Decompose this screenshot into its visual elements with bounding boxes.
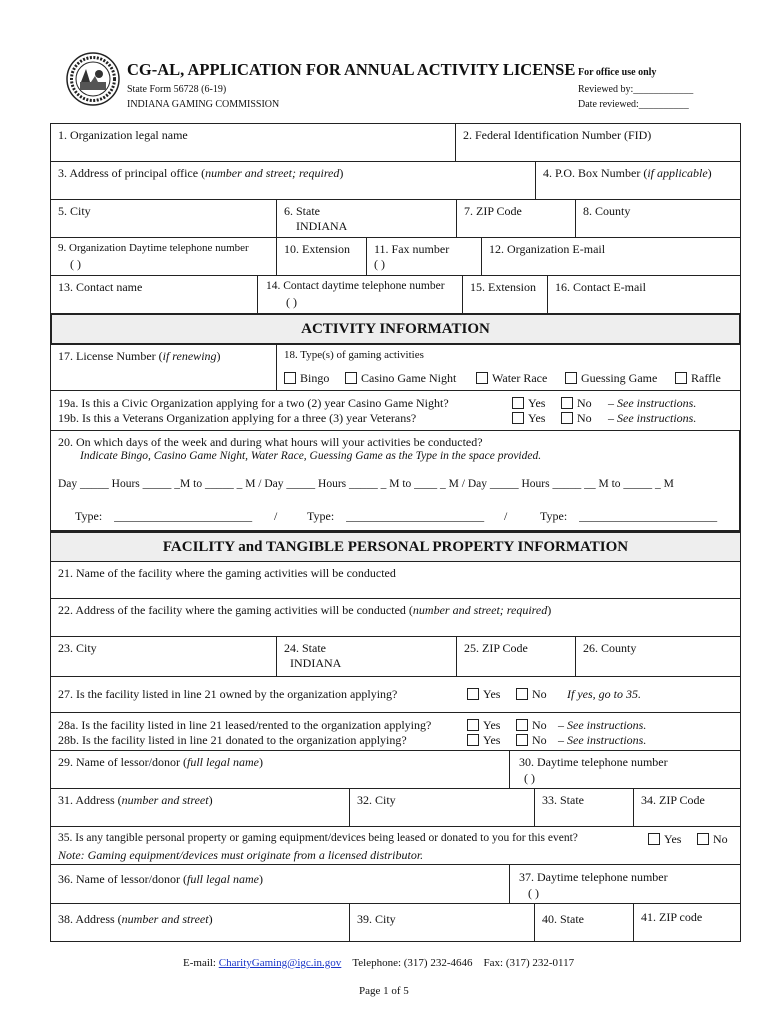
fax: Fax: (317) 232-0117 — [483, 957, 575, 969]
label-22: 22. Address of the facility where the gaming activities will be conducted (number and street; required) — [58, 603, 552, 617]
reviewed-by: Reviewed by:____________ — [578, 84, 694, 95]
checkbox-icon[interactable] — [467, 734, 479, 746]
q19a-yes[interactable]: Yes — [512, 396, 545, 411]
agency-name: INDIANA GAMING COMMISSION — [127, 99, 280, 110]
question-28a: 28a. Is the facility listed in line 21 leased/rented to the organization applying? — [58, 718, 432, 732]
q35-yes[interactable]: Yes — [648, 832, 681, 847]
q19b-no[interactable]: No — [561, 411, 592, 426]
label-3: 3. Address of principal office (number and street; required) — [58, 166, 344, 180]
q28a-no[interactable]: No — [516, 718, 547, 733]
question-35-text: 35. Is any tangible personal property or gaming equipment/devices being leased or donated to you for this event? — [58, 832, 578, 844]
checkbox-icon[interactable] — [648, 833, 660, 845]
checkbox-icon[interactable] — [512, 397, 524, 409]
type-field-2[interactable]: Type: _______________________ — [307, 509, 485, 523]
label-8: 8. County — [583, 204, 631, 218]
label-31: 31. Address (number and street) — [58, 793, 213, 807]
checkbox-icon[interactable] — [345, 372, 357, 384]
label-2: 2. Federal Identification Number (FID) — [463, 128, 652, 142]
question-27-text: 27. Is the facility listed in line 21 owned by the organization applying? — [58, 687, 398, 701]
label-10: 10. Extension — [284, 242, 350, 256]
label-23: 23. City — [58, 641, 97, 655]
footer-contact — [183, 957, 574, 969]
checkbox-icon[interactable] — [467, 688, 479, 700]
label-1: 1. Organization legal name — [58, 128, 188, 142]
state-value-24: INDIANA — [290, 656, 342, 670]
form-title: CG-AL, APPLICATION FOR ANNUAL ACTIVITY LICENSE — [127, 60, 576, 79]
label-11: 11. Fax number — [374, 242, 450, 256]
phone-paren-14: ( ) — [286, 295, 297, 309]
label-13: 13. Contact name — [58, 280, 143, 294]
checkbox-icon[interactable] — [467, 719, 479, 731]
q28b-see-instructions: – See instructions. — [558, 733, 647, 747]
question-19b: 19b. Is this a Veterans Organization applying for a three (3) year Veterans? — [58, 411, 417, 425]
q28a-see-instructions: – See instructions. — [558, 718, 647, 732]
page-number: Page 1 of 5 — [359, 985, 409, 997]
label-38: 38. Address (number and street) — [58, 912, 213, 926]
telephone: Telephone: (317) 232-4646 — [352, 957, 473, 969]
q19b-see-instructions: – See instructions. — [608, 411, 697, 425]
phone-paren-9: ( ) — [70, 257, 81, 271]
state-value-6: INDIANA — [296, 219, 348, 233]
q19b-yes[interactable]: Yes — [512, 411, 545, 426]
label-18: 18. Type(s) of gaming activities — [284, 349, 424, 361]
type-slash-1: / — [274, 509, 278, 523]
type-water-race[interactable]: Water Race — [476, 371, 547, 386]
question-35-note: Note: Gaming equipment/devices must originate from a licensed distributor. — [58, 848, 424, 862]
type-field-3[interactable]: Type: _______________________ — [540, 509, 718, 523]
label-26: 26. County — [583, 641, 637, 655]
q35-no[interactable]: No — [697, 832, 728, 847]
label-24: 24. State — [284, 641, 326, 655]
label-32: 32. City — [357, 793, 396, 807]
activity-heading: ACTIVITY INFORMATION — [301, 321, 490, 337]
office-use-label: For office use only — [578, 67, 657, 78]
label-37: 37. Daytime telephone number — [519, 870, 668, 884]
checkbox-icon[interactable] — [561, 397, 573, 409]
label-21: 21. Name of the facility where the gaming activities will be conducted — [58, 566, 396, 580]
label-14: 14. Contact daytime telephone number — [266, 280, 445, 292]
checkbox-icon[interactable] — [512, 412, 524, 424]
label-7: 7. ZIP Code — [464, 204, 522, 218]
email-link[interactable]: CharityGaming@igc.in.gov — [218, 957, 342, 969]
question-28b: 28b. Is the facility listed in line 21 donated to the organization applying? — [58, 733, 407, 747]
q28b-yes[interactable]: Yes — [467, 733, 500, 748]
facility-heading: FACILITY and TANGIBLE PERSONAL PROPERTY INFORMATION — [162, 539, 629, 555]
checkbox-icon[interactable] — [516, 719, 528, 731]
label-16: 16. Contact E-mail — [555, 280, 646, 294]
label-15: 15. Extension — [470, 280, 536, 294]
phone-paren-30: ( ) — [524, 771, 535, 785]
checkbox-icon[interactable] — [697, 833, 709, 845]
checkbox-icon[interactable] — [516, 688, 528, 700]
label-9: 9. Organization Daytime telephone number — [58, 242, 249, 254]
question-20-text: 20. On which days of the week and during what hours will your activities be conducted? — [58, 435, 483, 449]
q27-if-yes: If yes, go to 35. — [567, 687, 641, 701]
phone-paren-11: ( ) — [374, 257, 385, 271]
q27-no[interactable]: No — [516, 687, 547, 702]
type-guessing-game[interactable]: Guessing Game — [565, 371, 657, 386]
label-41: 41. ZIP code — [641, 910, 703, 924]
label-30: 30. Daytime telephone number — [519, 755, 668, 769]
question-20-instructions: Indicate Bingo, Casino Game Night, Water Race, Guessing Game as the Type in the space provided. — [80, 450, 542, 462]
q27-yes[interactable]: Yes — [467, 687, 500, 702]
label-34: 34. ZIP Code — [641, 793, 705, 807]
type-field-1[interactable]: Type: _______________________ — [75, 509, 253, 523]
label-5: 5. City — [58, 204, 91, 218]
checkbox-icon[interactable] — [516, 734, 528, 746]
type-casino-game-night[interactable]: Casino Game Night — [345, 371, 456, 386]
checkbox-icon[interactable] — [284, 372, 296, 384]
label-12: 12. Organization E-mail — [489, 242, 606, 256]
label-6: 6. State — [284, 204, 320, 218]
checkbox-icon[interactable] — [565, 372, 577, 384]
form-number: State Form 56728 (6-19) — [127, 84, 227, 95]
phone-paren-37: ( ) — [528, 886, 539, 900]
label-4: 4. P.O. Box Number (if applicable) — [543, 166, 712, 180]
email-label: E-mail: — [183, 957, 219, 969]
label-17: 17. License Number (if renewing) — [58, 349, 221, 363]
type-raffle[interactable]: Raffle — [675, 371, 721, 386]
label-40: 40. State — [542, 912, 584, 926]
state-seal-icon — [66, 52, 120, 106]
date-reviewed: Date reviewed:__________ — [578, 99, 689, 110]
type-bingo[interactable]: Bingo — [284, 371, 329, 386]
label-33: 33. State — [542, 793, 584, 807]
q19a-no[interactable]: No — [561, 396, 592, 411]
q28b-no[interactable]: No — [516, 733, 547, 748]
label-25: 25. ZIP Code — [464, 641, 528, 655]
question-19a: 19a. Is this a Civic Organization applying for a two (2) year Casino Game Night? — [58, 396, 449, 410]
label-39: 39. City — [357, 912, 396, 926]
type-slash-2: / — [504, 509, 508, 523]
days-hours-line[interactable]: Day _____ Hours _____ _M to _____ _ M / Day _____ Hours _____ _ M to ____ _ M / Day _____ Hours _____ __ M to _____ _ M — [58, 478, 674, 490]
q19a-see-instructions: – See instructions. — [608, 396, 697, 410]
label-36: 36. Name of lessor/donor (full legal name) — [58, 872, 263, 886]
checkbox-icon[interactable] — [561, 412, 573, 424]
checkbox-icon[interactable] — [476, 372, 488, 384]
q28a-yes[interactable]: Yes — [467, 718, 500, 733]
label-29: 29. Name of lessor/donor (full legal name) — [58, 755, 263, 769]
checkbox-icon[interactable] — [675, 372, 687, 384]
